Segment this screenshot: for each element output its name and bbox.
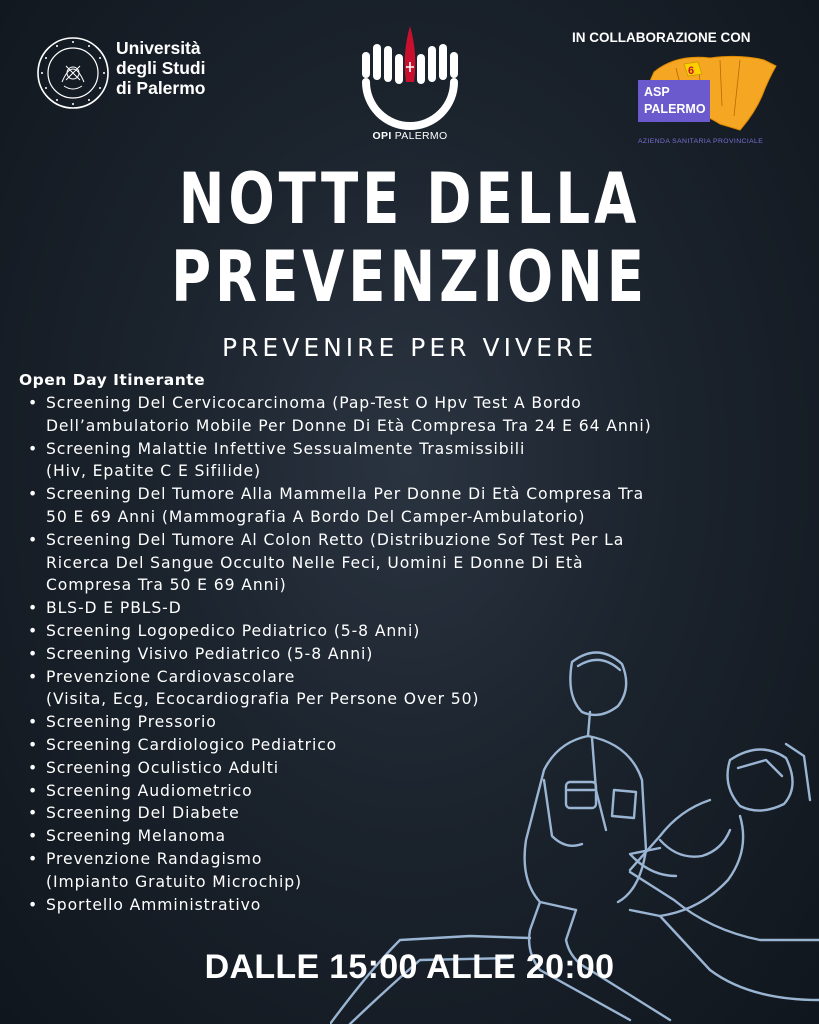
bullet-icon: • bbox=[28, 849, 39, 868]
bullet-icon: • bbox=[28, 713, 39, 732]
list-item-text: Screening Visivo Pediatrico (5-8 Anni) bbox=[46, 644, 374, 663]
page-title bbox=[90, 160, 729, 316]
list-item-text: Screening Pressorio bbox=[46, 713, 217, 732]
list-item-text: Screening Del Diabete bbox=[46, 804, 240, 823]
list-item-text: BLS-D E PBLS-D bbox=[46, 599, 182, 618]
list-item-text: (Hiv, Epatite C E Sifilide) bbox=[46, 462, 261, 481]
bullet-icon: • bbox=[28, 827, 39, 846]
bullet-icon: • bbox=[28, 530, 39, 549]
list-item-text: Screening Logopedico Pediatrico (5-8 Anni) bbox=[46, 621, 421, 640]
list-item-text: Ricerca Del Sangue Occulto Nelle Feci, Uomini E Donne Di Età bbox=[46, 553, 584, 572]
list-item-text: Prevenzione Cardiovascolare bbox=[46, 667, 296, 686]
list-item-text: (Visita, Ecg, Ecocardiografia Per Persone Over 50) bbox=[46, 690, 480, 709]
university-name-line2: degli Studi bbox=[116, 58, 206, 78]
asp-line1: ASP bbox=[644, 85, 670, 99]
page-subtitle: PREVENIRE PER VIVERE bbox=[221, 333, 598, 362]
list-item-text: Sportello Amministrativo bbox=[46, 895, 262, 914]
university-seal-icon bbox=[36, 36, 110, 110]
bullet-icon: • bbox=[28, 599, 39, 618]
bullet-icon: • bbox=[28, 394, 39, 412]
bullet-icon: • bbox=[28, 735, 39, 754]
asp-line2: PALERMO bbox=[644, 102, 706, 116]
list-item-text: (Impianto Gratuito Microchip) bbox=[46, 872, 302, 891]
sicily-map-icon bbox=[636, 50, 786, 146]
university-name-line1: Università bbox=[116, 38, 201, 58]
list-item-text: Screening Del Tumore Alla Mammella Per Donne Di Età Compresa Tra bbox=[46, 485, 645, 504]
bullet-icon: • bbox=[28, 644, 39, 663]
bullet-icon: • bbox=[28, 485, 39, 504]
list-item-text: Dell’ambulatorio Mobile Per Donne Di Età Compresa Tra 24 E 64 Anni) bbox=[46, 416, 652, 435]
list-item-text: Prevenzione Randagismo bbox=[46, 849, 263, 868]
asp-map-number: 6 bbox=[688, 65, 695, 77]
praying-hands-icon bbox=[352, 24, 468, 132]
bullet-icon: • bbox=[28, 804, 39, 823]
opi-label-rest: PALERMO bbox=[391, 130, 448, 142]
list-item bbox=[26, 597, 806, 620]
bullet-icon: • bbox=[28, 439, 39, 458]
list-item-text: Compresa Tra 50 E 69 Anni) bbox=[46, 576, 287, 595]
opi-label bbox=[350, 130, 470, 142]
university-name-line3: di Palermo bbox=[116, 78, 206, 98]
bullet-icon: • bbox=[28, 895, 39, 914]
list-item bbox=[26, 483, 806, 529]
list-item-text: Screening Del Tumore Al Colon Retto (Distribuzione Sof Test Per La bbox=[46, 530, 625, 549]
list-item-text: Screening Audiometrico bbox=[46, 781, 253, 800]
bullet-icon: • bbox=[28, 621, 39, 640]
list-item-text: Screening Malattie Infettive Sessualmente Trasmissibili bbox=[46, 439, 526, 458]
page-title-line2: PREVENZIONE bbox=[171, 236, 648, 318]
bullet-icon: • bbox=[28, 781, 39, 800]
list-item bbox=[26, 392, 806, 438]
asp-tagline: AZIENDA SANITARIA PROVINCIALE bbox=[638, 138, 764, 145]
list-item-text: Screening Melanoma bbox=[46, 827, 226, 846]
list-item-text: Screening Cardiologico Pediatrico bbox=[46, 735, 338, 754]
bullet-icon: • bbox=[28, 667, 39, 686]
list-item-text: Screening Del Cervicocarcinoma (Pap-Test O Hpv Test A Bordo bbox=[46, 394, 582, 412]
list-item-text: 50 E 69 Anni (Mammografia A Bordo Del Camper-Ambulatorio) bbox=[46, 507, 586, 526]
university-name bbox=[116, 38, 205, 98]
collaboration-label: IN COLLABORAZIONE CON bbox=[572, 30, 751, 45]
page-title-line1: NOTTE DELLA bbox=[178, 158, 641, 240]
list-item-text: Screening Oculistico Adulti bbox=[46, 758, 279, 777]
list-heading: Open Day Itinerante bbox=[19, 371, 206, 389]
event-time: DALLE 15:00 ALLE 20:00 bbox=[204, 948, 615, 986]
list-item bbox=[26, 438, 806, 484]
opi-label-bold: OPI bbox=[372, 130, 392, 142]
list-item bbox=[26, 529, 806, 597]
bullet-icon: • bbox=[28, 758, 39, 777]
